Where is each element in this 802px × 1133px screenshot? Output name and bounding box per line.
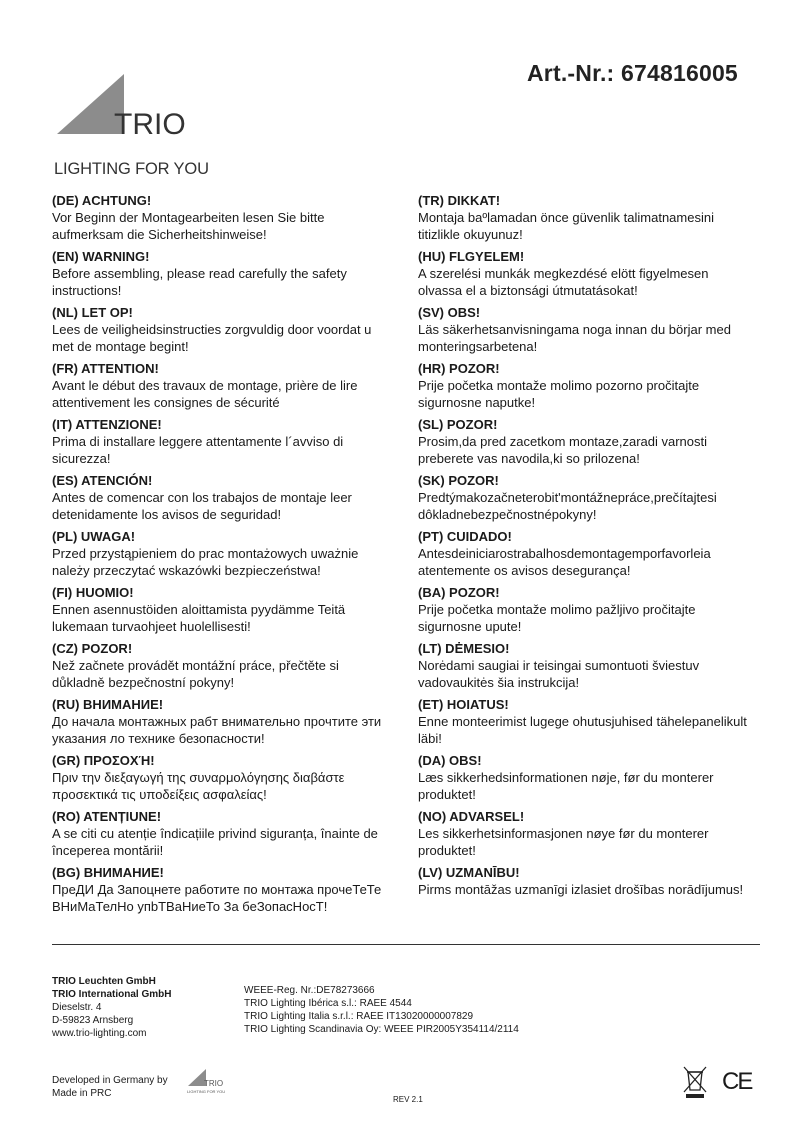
warning-heading: (GR) ΠΡΟΣΟΧΉ! [52,753,155,768]
warning-heading: (FR) ATTENTION! [52,361,159,376]
warning-text: Πριν την διεξαγωγή της συναρμολόγησης διαβάστε [52,770,345,785]
warning-text: Les sikkerhetsinformasjonen nøye før du monterer [418,826,709,841]
warning-heading: (RU) ВНИМАНИЕ! [52,697,164,712]
trio-logo [52,64,222,179]
warning-text: Predtýmakozačneterobit'montážnepráce,prečítajtesi [418,490,717,505]
warning-text: monteringsarbetena! [418,339,538,354]
warning-section [418,528,788,584]
warning-text: Lees de veiligheidsinstructies zorgvuldig door voordat u [52,322,372,337]
warning-text: instructions! [52,283,122,298]
warning-text: należy przeczytać wskazówki bezpieczeństwa! [52,563,321,578]
warning-text: dôkladnebezpečnostnépokyny! [418,507,597,522]
warning-text: sigurnosne upute! [418,619,522,634]
warning-section [52,808,422,864]
warning-section [418,416,788,472]
warning-text: Než začnete provádět montážní práce, přečtěte si [52,658,339,673]
warning-text: Antesdeiniciarostrabalhosdemontagemporfavorleia [418,546,711,561]
warning-text: atentemente os avisos desegurança! [418,563,631,578]
warning-heading: (PL) UWAGA! [52,529,136,544]
revision: REV 2.1 [393,1095,423,1104]
warning-text: ПреДИ Да Запоцнете работите по монтажа прочеТеТе [52,882,382,897]
warning-text: Montaja baºlamadan önce güvenlik talimatnamesini [418,210,714,225]
warning-heading: (DE) ACHTUNG! [52,193,152,208]
warning-text: aufmerksam die Sicherheitshinweise! [52,227,267,242]
warning-section [52,696,422,752]
warning-section [52,752,422,808]
warning-text: указания ло технике безопасности! [52,731,265,746]
warning-text: sigurnosne naputke! [418,395,536,410]
warning-text: Prima di installare leggere attentamente l´avviso di [52,434,344,449]
warning-section [418,864,788,920]
warning-text: produktet! [418,787,476,802]
article-number: Art.-Nr.: 674816005 [527,60,738,86]
company-name: TRIO International GmbH [52,989,172,1000]
warning-heading: (ET) HOIATUS! [418,697,509,712]
warning-text: A se citi cu atenție îndicațiile privind siguranța, înainte de [52,826,378,841]
warning-heading: (FI) HUOMIO! [52,585,134,600]
warning-heading: (SK) POZOR! [418,473,499,488]
warning-heading: (HR) POZOR! [418,361,500,376]
svg-text:LIGHTING FOR YOU: LIGHTING FOR YOU [187,1089,226,1094]
warning-text: Przed przystąpieniem do prac montażowych uważnie [52,546,359,561]
warning-section [52,360,422,416]
divider [52,944,760,945]
warning-section [418,584,788,640]
warning-text: důkladně bezpečnostní pokyny! [52,675,235,690]
warning-section [418,248,788,304]
svg-text:TRIO: TRIO [204,1079,224,1088]
origin-info [52,1074,168,1100]
warning-section [52,640,422,696]
warning-section [52,864,422,920]
warning-text: Vor Beginn der Montagearbeiten lesen Sie bitte [52,210,325,225]
warning-heading: (IT) ATTENZIONE! [52,417,162,432]
warning-heading: (BG) ВНИМАНИЕ! [52,865,164,880]
warning-heading: (PT) CUIDADO! [418,529,512,544]
warning-text: attentivement les consignes de sécurité [52,395,280,410]
warning-section [418,808,788,864]
warnings-left-column [52,192,422,920]
warning-heading: (SV) OBS! [418,305,481,320]
warning-text: detenidamente los avisos de seguridad! [52,507,282,522]
trio-small-logo [186,1066,230,1096]
weee-line: TRIO Lighting Ibérica s.l.: RAEE 4544 [244,998,412,1009]
weee-line: TRIO Lighting Scandinavia Oy: WEEE PIR2005Y354114/2114 [244,1024,519,1035]
warning-text: Prosim,da pred zacetkom montaze,zaradi varnosti [418,434,708,449]
warning-text: Antes de comencar con los trabajos de montaje leer [52,490,352,505]
warning-text: Prije početka montaže molimo pozorno pročitajte [418,378,700,393]
warning-section [52,584,422,640]
made-in: Made in PRC [52,1088,112,1099]
warning-text: preberete vas navodila,ki so prilozena! [418,451,640,466]
warning-heading: (SL) POZOR! [418,417,498,432]
warning-text: До начала монтажных рабт внимательно прочтите эти [52,714,382,729]
warning-text: Läs säkerhetsanvisningama noga innan du börjar med [418,322,731,337]
address-line: D-59823 Arnsberg [52,1015,134,1026]
warning-text: olvassa el a biztonsági útmutatásokat! [418,283,638,298]
warning-text: Prije početka montaže molimo pažljivo pročitajte [418,602,696,617]
warning-text: ВНиМаТелНо упbТВаНиеТо За беЗопасНосТ! [52,899,328,914]
warning-section [418,360,788,416]
warning-heading: (BA) POZOR! [418,585,500,600]
warning-text: lukemaan turvaohjeet huolellisesti! [52,619,251,634]
website: www.trio-lighting.com [52,1028,147,1039]
warning-text: Pirms montāžas uzmanīgi izlasiet drošības norādījumus! [418,882,744,897]
warning-heading: (DA) OBS! [418,753,482,768]
warning-section [418,304,788,360]
weee-registration [244,984,519,1036]
warning-section [418,472,788,528]
warning-section [52,472,422,528]
warnings-right-column [418,192,788,920]
warning-text: începerea montării! [52,843,164,858]
warning-heading: (LV) UZMANĪBU! [418,865,520,880]
warning-text: Læs sikkerhedsinformationen nøje, før du monterer [418,770,714,785]
warning-section [418,696,788,752]
warning-heading: (TR) DIKKAT! [418,193,501,208]
svg-text:TRIO: TRIO [114,108,186,141]
warning-text: A szerelési munkák megkezdésé elött figyelmesen [418,266,709,281]
warning-heading: (HU) FLGYELEM! [418,249,525,264]
warning-text: Before assembling, please read carefully the safety [52,266,347,281]
warning-heading: (RO) ATENȚIUNE! [52,809,162,824]
warning-text: läbi! [418,731,442,746]
warning-text: met de montage begint! [52,339,189,354]
crossed-bin-icon [682,1066,708,1098]
warning-text: titizlikle okuyunuz! [418,227,523,242]
warning-heading: (LT) DĖMESIO! [418,641,510,656]
warning-heading: (NL) LET OP! [52,305,133,320]
weee-line: TRIO Lighting Italia s.r.l.: RAEE IT13020000007829 [244,1011,474,1022]
warning-section [418,192,788,248]
warning-heading: (EN) WARNING! [52,249,150,264]
warning-section [52,192,422,248]
company-name: TRIO Leuchten GmbH [52,976,156,987]
warning-text: vadovaukitės šia instrukcija! [418,675,580,690]
weee-line: WEEE-Reg. Nr.:DE78273666 [244,985,375,996]
warning-section [418,752,788,808]
warning-text: sicurezza! [52,451,111,466]
svg-text:LIGHTING FOR YOU: LIGHTING FOR YOU [54,160,209,178]
ce-mark: CE [722,1068,752,1095]
warning-section [52,416,422,472]
warning-heading: (NO) ADVARSEL! [418,809,525,824]
warning-text: Avant le début des travaux de montage, prière de lire [52,378,358,393]
warning-text: Enne monteerimist lugege ohutusjuhised tähelepanelikult [418,714,747,729]
company-info [52,975,171,1040]
warning-text: produktet! [418,843,476,858]
warning-heading: (CZ) POZOR! [52,641,133,656]
warning-text: Norėdami saugiai ir teisingai sumontuoti šviestuv [418,658,700,673]
warning-text: προσεκτικά τις υποδείξεις ασφαλείας! [52,787,267,802]
warning-section [52,304,422,360]
warning-heading: (ES) ATENCIÓN! [52,473,153,488]
warning-section [418,640,788,696]
warning-text: Ennen asennustöiden aloittamista pyydämme Teitä [52,602,346,617]
address-line: Dieselstr. 4 [52,1002,102,1013]
warning-section [52,528,422,584]
warning-section [52,248,422,304]
developed-in: Developed in Germany by [52,1075,168,1086]
